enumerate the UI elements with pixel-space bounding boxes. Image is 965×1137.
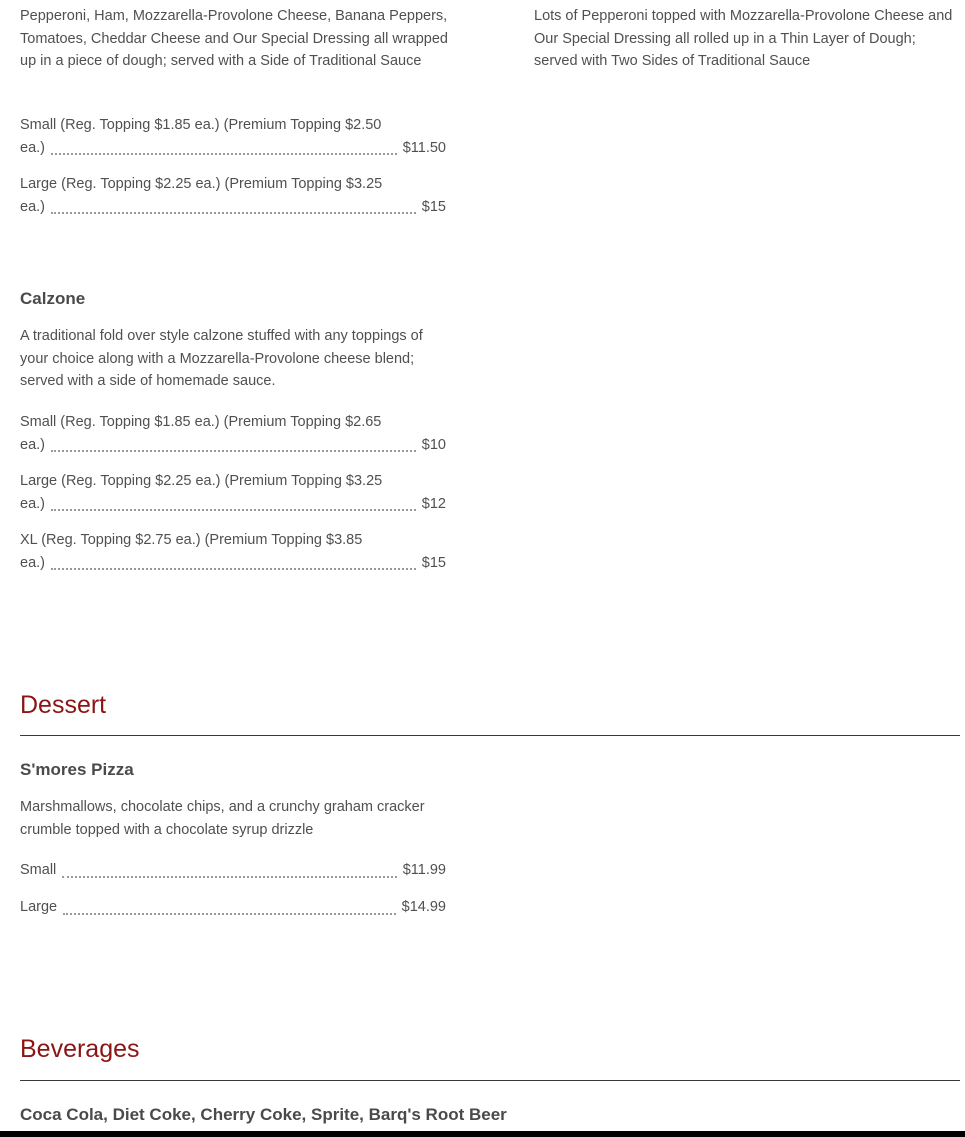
leader-dots bbox=[63, 899, 396, 915]
price-label: Small (Reg. Topping $1.85 ea.) (Premium Topping $2.65 bbox=[20, 414, 382, 430]
section-title-dessert: Dessert bbox=[20, 691, 107, 719]
price-label: Large bbox=[20, 899, 58, 915]
price-value: $10 bbox=[421, 436, 446, 453]
calzone-title: Calzone bbox=[20, 289, 86, 308]
bottom-bar bbox=[0, 1131, 965, 1137]
smores-pizza-title: S'mores Pizza bbox=[20, 760, 134, 779]
smores-price-large bbox=[20, 896, 446, 919]
section-divider bbox=[20, 1080, 960, 1081]
price-value: $12 bbox=[421, 495, 446, 512]
calzone-price-xl bbox=[20, 529, 446, 574]
price-value: $14.99 bbox=[401, 899, 446, 915]
price-value: $11.50 bbox=[402, 139, 446, 156]
leader-dots bbox=[51, 495, 416, 511]
calzone-description: A traditional fold over style calzone stuffed with any toppings of your choice along with a Mozzarella-Provolone cheese blend; served with a side of homemade sauce. bbox=[20, 328, 423, 390]
price-label: XL (Reg. Topping $2.75 ea.) (Premium Topping $3.85 bbox=[20, 532, 363, 548]
calzone-price-small bbox=[20, 411, 446, 456]
price-value: $11.99 bbox=[402, 862, 446, 878]
leader-dots bbox=[62, 862, 396, 878]
section-divider bbox=[20, 735, 960, 736]
stromboli-description: Pepperoni, Ham, Mozzarella-Provolone Cheese, Banana Peppers, Tomatoes, Cheddar Cheese and Our Special Dressing all wrapped up in a piece of dough; served with a Side of Traditional Sauce bbox=[20, 8, 448, 70]
smores-price-small bbox=[20, 859, 446, 882]
beverages-list-title: Coca Cola, Diet Coke, Cherry Coke, Sprite, Barq's Root Beer bbox=[20, 1105, 507, 1124]
price-label-cont: ea.) bbox=[20, 495, 45, 512]
price-label: Small bbox=[20, 862, 57, 878]
calzone-price-large bbox=[20, 470, 446, 515]
leader-dots bbox=[51, 198, 416, 214]
price-value: $15 bbox=[421, 198, 446, 215]
leader-dots bbox=[51, 436, 416, 452]
stromboli-price-small bbox=[20, 114, 446, 159]
leader-dots bbox=[51, 554, 416, 570]
stromboli-price-large bbox=[20, 173, 446, 218]
leader-dots bbox=[51, 139, 397, 155]
smores-pizza-description: Marshmallows, chocolate chips, and a crunchy graham cracker crumble topped with a chocolate syrup drizzle bbox=[20, 799, 425, 838]
pepperoni-roll-description: Lots of Pepperoni topped with Mozzarella-Provolone Cheese and Our Special Dressing all rolled up in a Thin Layer of Dough; served with Two Sides of Traditional Sauce bbox=[534, 8, 953, 70]
price-label-cont: ea.) bbox=[20, 198, 45, 215]
price-label: Large (Reg. Topping $2.25 ea.) (Premium Topping $3.25 bbox=[20, 176, 383, 192]
price-label-cont: ea.) bbox=[20, 139, 45, 156]
price-label: Small (Reg. Topping $1.85 ea.) (Premium Topping $2.50 bbox=[20, 117, 382, 133]
price-label-cont: ea.) bbox=[20, 554, 45, 571]
section-title-beverages: Beverages bbox=[20, 1035, 140, 1063]
price-value: $15 bbox=[421, 554, 446, 571]
price-label: Large (Reg. Topping $2.25 ea.) (Premium Topping $3.25 bbox=[20, 473, 383, 489]
price-label-cont: ea.) bbox=[20, 436, 45, 453]
